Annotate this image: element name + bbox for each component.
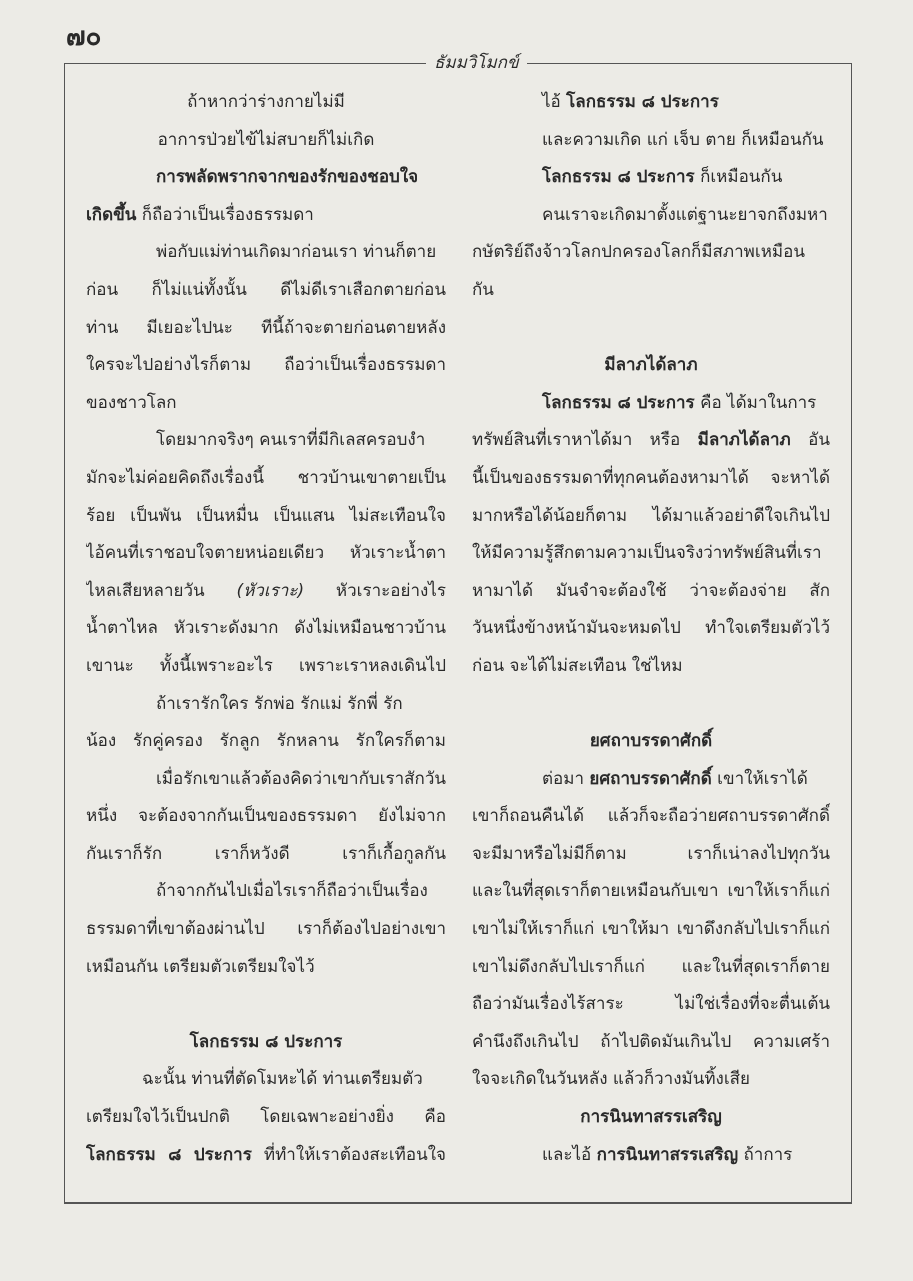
text-run: เขาให้เราได้ xyxy=(711,768,808,789)
text-run: และไอ้ xyxy=(542,1144,597,1165)
text-line xyxy=(472,159,830,197)
text-run: อัน xyxy=(790,430,830,451)
text-line: คำนึงถึงเกินไป ถ้าไปติดมันเกินไป ความเศร้า xyxy=(472,1031,830,1052)
bold-term: โลกธรรม ๘ ประการ xyxy=(542,392,695,413)
right-column xyxy=(472,84,830,1174)
text-line: เขาไม่ให้เราก็แก่ เขาให้มา เขาดึงกลับไปเราก็แก่ xyxy=(472,919,830,940)
text-run: ไอ้ xyxy=(542,92,567,112)
bold-term: การนินทาสรรเสริญ xyxy=(596,1144,739,1165)
bold-term: โลกธรรม ๘ ประการ xyxy=(86,1144,252,1165)
text-line: วันหนึ่งข้างหน้ามันจะหมดไป ทำใจเตรียมตัวไว้ xyxy=(472,618,830,639)
text-line xyxy=(472,1099,830,1137)
text-line: ใครจะไปอย่างไรก็ตาม ถือว่าเป็นเรื่องธรรมดา xyxy=(86,355,446,376)
text-line: พ่อกับแม่ท่านเกิดมาก่อนเรา ท่านก็ตาย xyxy=(156,242,437,263)
text-run: ถ้าการ xyxy=(738,1144,793,1165)
text-line xyxy=(86,197,446,235)
text-line: จะมีมาหรือไม่มีก็ตาม เราก็เน่าลงไปทุกวัน xyxy=(472,843,830,864)
text-line: เมื่อรักเขาแล้วต้องคิดว่าเขากับเราสักวัน xyxy=(156,768,446,789)
blank-line xyxy=(86,986,446,1024)
text-line: ไอ้คนที่เราชอบใจตายหน่อยเดียว หัวเราะน้ำตา xyxy=(86,543,446,564)
text-line: และในที่สุดเราก็ตายเหมือนกับเขา เขาให้เราก็แก่ xyxy=(472,881,830,902)
text-run: ก็ถือว่าเป็นเรื่องธรรมดา xyxy=(136,204,314,225)
text-line: นี้เป็นของธรรมดาที่ทุกคนต้องหามาได้ จะหาได้ xyxy=(472,467,830,488)
bold-term: โลกธรรม ๘ ประการ xyxy=(189,1031,343,1052)
text-line: เขานะ ทั้งนี้เพราะอะไร เพราะเราหลงเดินไป xyxy=(86,655,446,676)
text-line: หนึ่ง จะต้องจากกันเป็นของธรรมดา ยังไม่จาก xyxy=(86,806,446,827)
left-column xyxy=(86,84,446,1174)
text-line: ธรรมดาที่เขาต้องผ่านไป เราก็ต้องไปอย่างเขา xyxy=(86,919,446,940)
bold-term: มีลาภได้ลาภ xyxy=(604,355,698,376)
text-line: น้ำตาไหล หัวเราะดังมาก ดังไม่เหมือนชาวบ้าน xyxy=(86,618,446,639)
text-line: มากหรือได้น้อยก็ตาม ได้มาแล้วอย่าดีใจเกินไป xyxy=(472,505,830,526)
text-line: กษัตริย์ถึงจ้าวโลกปกครองโลกก็มีสภาพเหมือน xyxy=(472,242,805,263)
text-run: ทรัพย์สินที่เราหาได้มา หรือ xyxy=(472,430,698,451)
text-line: ถ้าหากว่าร่างกายไม่มี xyxy=(187,92,345,112)
text-line: เขาก็ถอนคืนได้ แล้วก็จะถือว่ายศถาบรรดาศักดิ์ xyxy=(472,806,830,827)
blank-line xyxy=(472,310,830,348)
text-line: กัน xyxy=(472,279,494,300)
text-line: ให้มีความรู้สึกตามความเป็นจริงว่าทรัพย์สินที่เรา xyxy=(472,543,822,564)
text-run: ไหลเสียหลายวัน xyxy=(86,580,237,601)
text-line: เหมือนกัน เตรียมตัวเตรียมใจไว้ xyxy=(86,956,315,977)
blank-line xyxy=(472,686,830,724)
text-line xyxy=(472,84,830,122)
text-line: โดยมากจริงๆ คนเราที่มีกิเลสครอบงำ xyxy=(156,430,426,451)
bold-term: ยศถาบรรดาศักดิ์ xyxy=(589,768,712,789)
text-line: เขาไม่ดึงกลับไปเราก็แก่ และในที่สุดเราก็ตาย xyxy=(472,956,830,977)
text-line: อาการป่วยไข้ไม่สบายก็ไม่เกิด xyxy=(157,129,375,150)
bold-term: มีลาภได้ลาภ xyxy=(697,430,791,451)
text-line: ใจจะเกิดในวันหลัง แล้วก็วางมันทิ้งเสีย xyxy=(472,1069,751,1090)
bold-term: โลกธรรม ๘ ประการ xyxy=(566,92,719,112)
bold-term: โลกธรรม ๘ ประการ xyxy=(542,167,695,188)
bold-term: การพลัดพรากจากของรักของชอบใจ xyxy=(156,167,419,188)
text-line xyxy=(86,573,446,611)
text-run: คือ ได้มาในการ xyxy=(694,392,817,413)
text-line xyxy=(86,1024,446,1062)
running-header-title: ธัมมวิโมกข์ xyxy=(426,49,527,76)
text-run: ก็เหมือนกัน xyxy=(694,167,783,188)
text-line: มักจะไม่ค่อยคิดถึงเรื่องนี้ ชาวบ้านเขาตายเป็น xyxy=(86,467,446,488)
text-line: น้อง รักคู่ครอง รักลูก รักหลาน รักใครก็ตาม xyxy=(86,731,446,752)
text-line: ก่อน ก็ไม่แน่ทั้งนั้น ดีไม่ดีเราเสือกตายก่อน xyxy=(86,279,446,300)
text-line: ถ้าเรารักใคร รักพ่อ รักแม่ รักพี่ รัก xyxy=(156,693,403,714)
text-line: ฉะนั้น ท่านที่ตัดโมหะได้ ท่านเตรียมตัว xyxy=(142,1069,423,1090)
text-line: ถือว่ามันเรื่องไร้สาระ ไม่ใช่เรื่องที่จะตื่นเต้น xyxy=(472,994,830,1015)
text-line: และความเกิด แก่ เจ็บ ตาย ก็เหมือนกัน xyxy=(542,129,824,150)
text-run: ต่อมา xyxy=(542,768,590,789)
text-line: ร้อย เป็นพัน เป็นหมื่น เป็นแสน ไม่สะเทือนใจ xyxy=(86,505,446,526)
bold-term: ยศถาบรรดาศักดิ์ xyxy=(589,731,713,752)
text-line xyxy=(472,761,830,799)
text-run: ที่ทำให้เราต้องสะเทือนใจ xyxy=(251,1144,446,1165)
text-run: หัวเราะอย่างไร xyxy=(304,580,446,601)
text-line: ถ้าจากกันไปเมื่อไรเราก็ถือว่าเป็นเรื่อง xyxy=(156,881,428,902)
text-line: กันเราก็รัก เราก็หวังดี เราก็เกื้อกูลกัน xyxy=(86,843,446,864)
text-line xyxy=(86,1137,446,1175)
text-line: คนเราจะเกิดมาตั้งแต่ฐานะยาจกถึงมหา xyxy=(542,204,828,225)
text-line: ท่าน มีเยอะไปนะ ทีนี้ถ้าจะตายก่อนตายหลัง xyxy=(86,317,446,338)
bold-term: เกิดขึ้น xyxy=(86,204,137,225)
text-line xyxy=(472,723,830,761)
text-line xyxy=(472,422,830,460)
text-line: ก่อน จะได้ไม่สะเทือน ใช่ไหม xyxy=(472,655,683,676)
text-line xyxy=(86,159,446,197)
text-line xyxy=(472,385,830,423)
italic-note: (หัวเราะ) xyxy=(236,580,305,601)
text-line: ของชาวโลก xyxy=(86,392,177,413)
text-line xyxy=(472,1137,830,1175)
text-line xyxy=(472,347,830,385)
bold-term: การนินทาสรรเสริญ xyxy=(580,1107,722,1128)
text-line: เตรียมใจไว้เป็นปกติ โดยเฉพาะอย่างยิ่ง คือ xyxy=(86,1107,446,1128)
text-line: หามาได้ มันจำจะต้องใช้ ว่าจะต้องจ่าย สัก xyxy=(472,580,830,601)
page-number: ๗๐ xyxy=(66,22,102,52)
